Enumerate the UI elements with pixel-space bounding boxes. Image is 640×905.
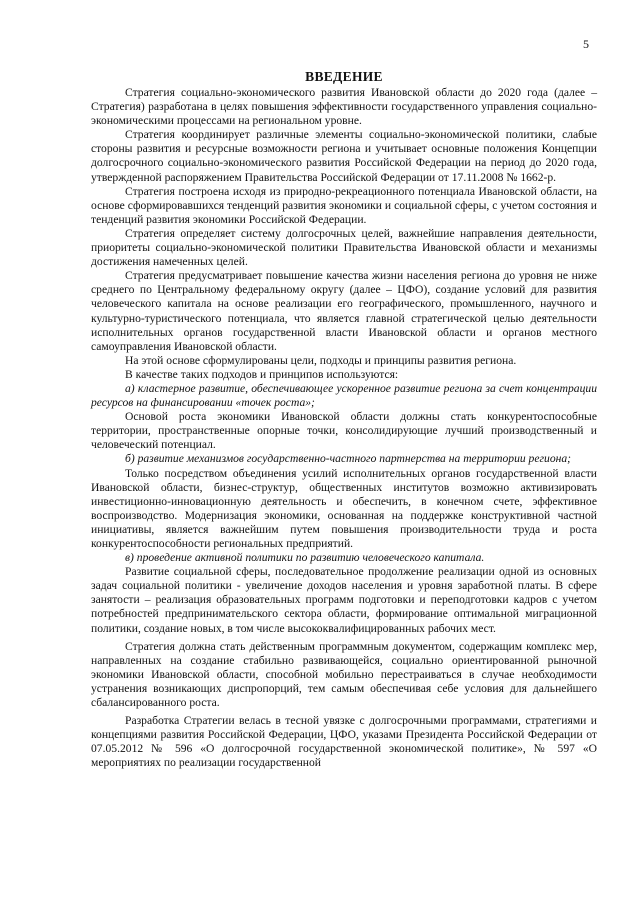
paragraph: Разработка Стратегии велась в тесной увязке с долгосрочными программами, стратегиями и концепциями развития Российской Федерации, ЦФО, указами Президента Российской Федерации от 07.05.2012 № 596 «О долгосрочной государственной экономической политике», № 597 «О мероприятиях по реализации государственной — [91, 714, 597, 770]
paragraph: Только посредством объединения усилий исполнительных органов государственной власти Ивановской области, бизнес-структур, общественных институтов возможно активизировать инвестиционно-инновационную деятельность и обеспечить, в конечном счете, эффективное воспроизводство. Модернизация экономики, основанная на поддержке конструктивной частной инициативы, является важнейшим путем повышения производительности труда и роста конкурентоспособности региональных предприятий. — [91, 466, 597, 550]
paragraph: Развитие социальной сферы, последовательное продолжение реализации одной из основных задач социальной политики - увеличение доходов населения и уровня заработной платы. В сфере занятости – реализация образовательных программ подготовки и переподготовки кадров с учетом потребностей предпринимательского сектора области, формирование оптимальной миграционной политики, создание новых, в том числе высококвалифицированных рабочих мест. — [91, 565, 597, 635]
section-heading: ВВЕДЕНИЕ — [305, 69, 383, 84]
paragraph: Стратегия координирует различные элементы социально-экономической политики, слабые стороны развития и ресурсные возможности региона и учитывает основные положения Концепции долгосрочного социально-экономического развития Российской Федерации на период до 2020 года, утвержденной распоряжением Правительства Российской Федерации от 17.11.2008 № 1662-р. — [91, 128, 597, 184]
list-item-approach-c: в) проведение активной политики по развитию человеческого капитала. — [125, 551, 485, 565]
paragraph: На этой основе сформулированы цели, подходы и принципы развития региона. — [125, 353, 517, 367]
paragraph: Стратегия построена исходя из природно-рекреационного потенциала Ивановской области, на основе сформировавшихся тенденций развития экономики и социальной сферы, с учетом состояния и тенденций развития экономики Российской Федерации. — [91, 184, 597, 226]
paragraph: Стратегия определяет систему долгосрочных целей, важнейшие направления деятельности, приоритеты социально-экономической политики Правительства Ивановской области и механизмы достижения намеченных целей. — [91, 226, 597, 269]
paragraph: Стратегия должна стать действенным программным документом, содержащим комплекс мер, направленных на создание стабильно развивающейся, социально ориентированной рыночной экономики Ивановской области, способной мобильно перестраиваться в случае необходимости устранения возникающих диспропорций, тем самым обеспечивая себе условия для дальнейшего сбалансированного роста. — [91, 639, 597, 710]
paragraph: Стратегия предусматривает повышение качества жизни населения региона до уровня не ниже среднего по Центральному федеральному округу (далее – ЦФО), создание условий для развития человеческого капитала на основе реализации его географического, промышленного, научного и культурно-туристического потенциала, что является главной стратегической целью деятельности исполнительных органов государственной власти Ивановской области и органов местного самоуправления Ивановской области. — [91, 269, 597, 353]
list-item-approach-b: б) развитие механизмов государственно-частного партнерства на территории региона; — [125, 452, 572, 466]
document-body — [91, 69, 597, 771]
paragraph: Стратегия социально-экономического развития Ивановской области до 2020 года (далее – Стратегия) разработана в целях повышения эффективности государственного управления социально-экономическими процессами на региональном уровне. — [91, 86, 597, 128]
paragraph: Основой роста экономики Ивановской области должны стать конкурентоспособные территории, пространственные опорные точки, консолидирующие лучший производственный и человеческий потенциал. — [91, 410, 597, 452]
paragraph: В качестве таких подходов и принципов используются: — [125, 367, 399, 381]
page-number: 5 — [583, 37, 589, 51]
list-item-approach-a: а) кластерное развитие, обеспечивающее ускоренное развитие региона за счет концентрации ресурсов на финансировании «точек роста»; — [91, 381, 597, 410]
